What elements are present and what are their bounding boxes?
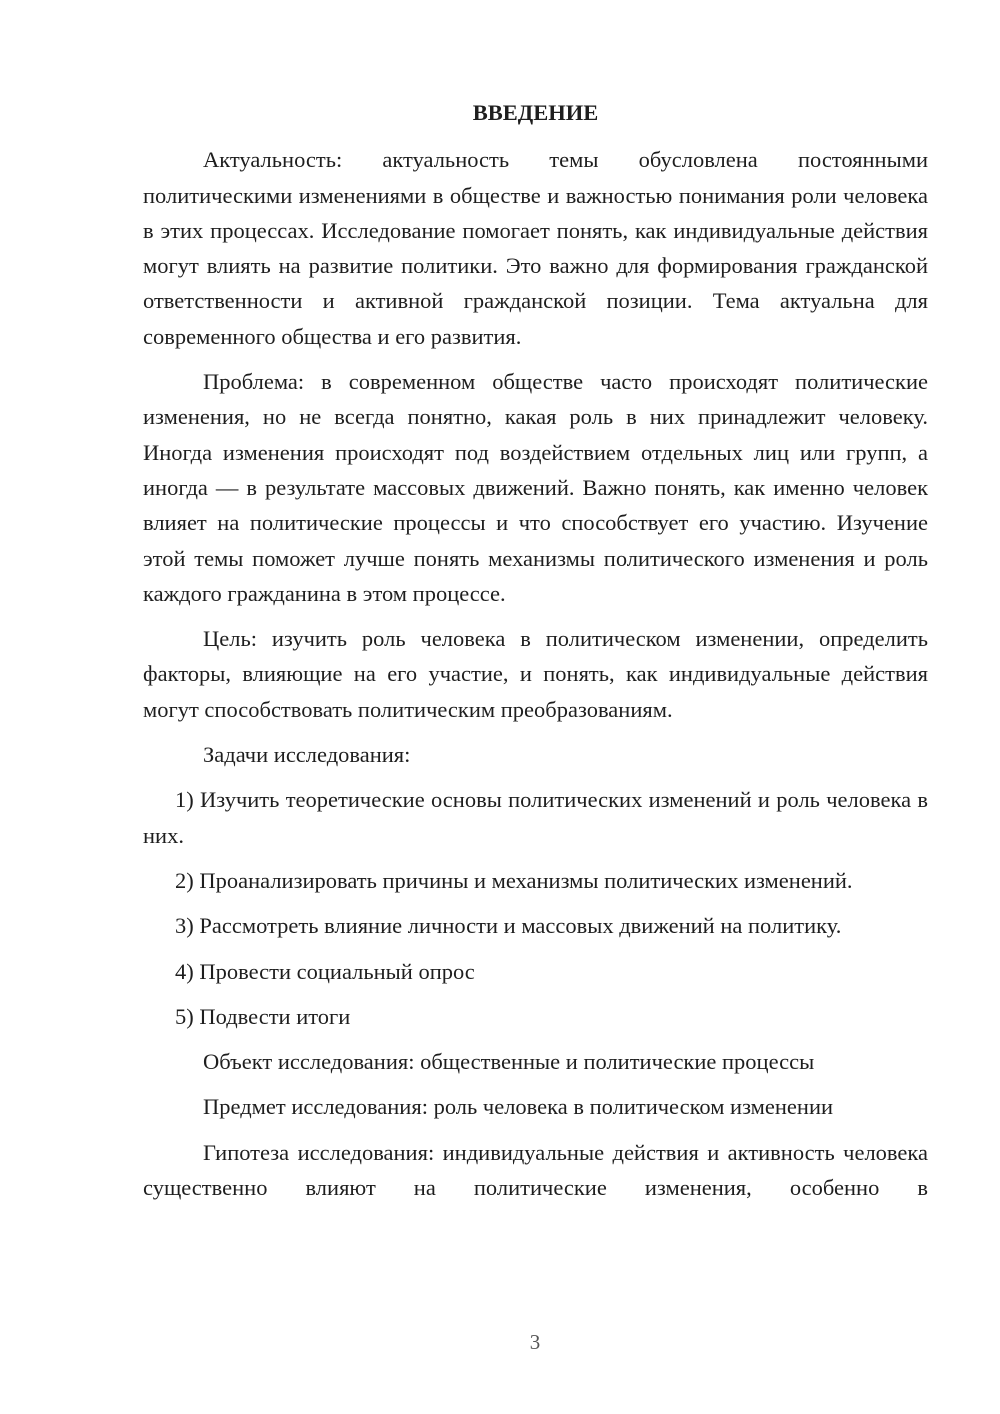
task-item-4: 4) Провести социальный опрос bbox=[175, 958, 475, 984]
task-item-3: 3) Рассмотреть влияние личности и массовых движений на политику. bbox=[175, 913, 842, 939]
task-item-2: 2) Проанализировать причины и механизмы политических изменений. bbox=[175, 867, 853, 893]
paragraph-relevance: Актуальность: актуальность темы обусловлена постоянными политическими изменениями в обществе и важностью понимания роли человека в этих процессах. Исследование помогает понять, как индивидуальные действия могут влиять на развитие политики. Это важно для формирования гражданской ответственности и активной гражданской позиции. Тема актуальна для современного общества и его развития. bbox=[143, 147, 928, 349]
page-content bbox=[143, 95, 928, 1205]
section-title: ВВЕДЕНИЕ bbox=[472, 100, 599, 125]
paragraph-subject: Предмет исследования: роль человека в политическом изменении bbox=[203, 1094, 834, 1120]
paragraph-object: Объект исследования: общественные и политические процессы bbox=[203, 1049, 815, 1075]
paragraph-goal: Цель: изучить роль человека в политическом изменении, определить факторы, влияющие на его участие, и понять, как индивидуальные действия могут способствовать политическим преобразованиям. bbox=[143, 626, 928, 722]
task-item-1: 1) Изучить теоретические основы политических изменений и роль человека в них. bbox=[143, 787, 928, 848]
paragraph-problem: Проблема: в современном обществе часто происходят политические изменения, но не всегда понятно, какая роль в них принадлежит человеку. Иногда изменения происходят под воздействием отдельных лиц или групп, а иногда — в результате массовых движений. Важно понять, как именно человек влияет на политические процессы и что способствует его участию. Изучение этой темы поможет лучше понять механизмы политического изменения и роль каждого гражданина в этом процессе. bbox=[143, 369, 928, 606]
page-number: 3 bbox=[529, 1330, 541, 1354]
paragraph-tasks-heading: Задачи исследования: bbox=[203, 742, 411, 768]
task-item-5: 5) Подвести итоги bbox=[175, 1003, 351, 1029]
paragraph-hypothesis: Гипотеза исследования: индивидуальные действия и активность человека существенно влияют на политические изменения, особенно в bbox=[143, 1139, 928, 1201]
